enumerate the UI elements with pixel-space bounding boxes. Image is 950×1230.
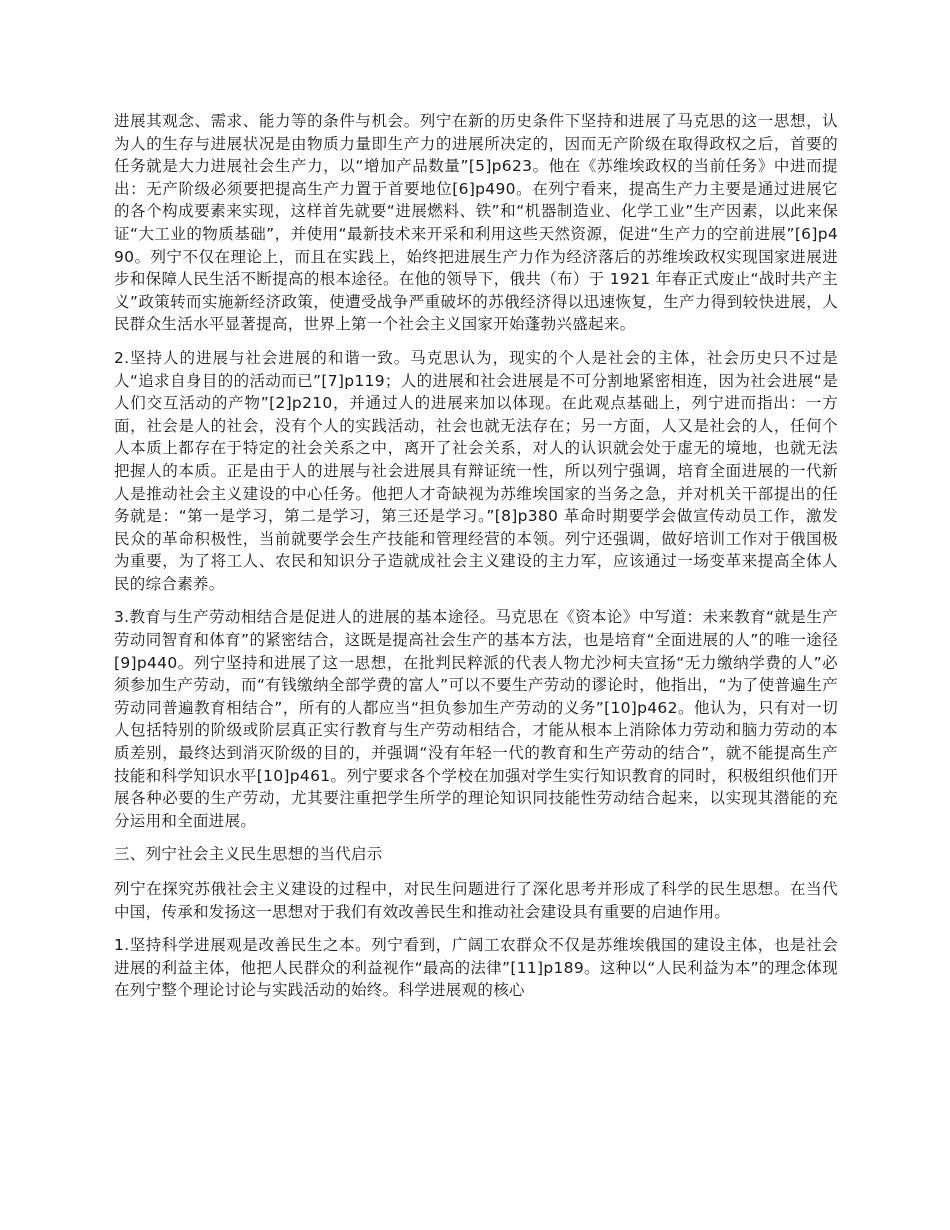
- section-heading: 三、列宁社会主义民生思想的当代启示: [114, 845, 383, 864]
- paragraph-productivity: 进展其观念、需求、能力等的条件与机会。列宁在新的历史条件下坚持和进展了马克思的这一思想，认为人的生存与进展状况是由物质力量即生产力的进展所决定的，因而无产阶级在取得政权之后，首要的任务就是大力进展社会生产力，以“增加产品数量”[5]p623。他在《苏维埃政权的当前任务》中进而提出：无产阶级必须要把提高生产力置于首要地位[6]p490。在列宁看来，提高生产力主要是通过进展它的各个构成要素来实现，这样首先就要“进展燃料、铁”和“机器制造业、化学工业”生产因素，以此来保证“大工业的物质基础”，并使用“最新技术来开采和利用这些天然资源，促进“生产力的空前进展”[6]p490。列宁不仅在理论上，而且在实践上，始终把进展生产力作为经济落后的苏维埃政权实现国家进展进步和保障人民生活不断提高的根本途径。在他的领导下，俄共（布）于 1921 年春正式废止“战时共产主义”政策转而实施新经济政策，使遭受战争严重破坏的苏俄经济得以迅速恢复，生产力得到较快进展，人民群众生活水平显著提高，世界上第一个社会主义国家开始蓬勃兴盛起来。: [114, 112, 838, 334]
- paragraph-section-intro: 列宁在探究苏俄社会主义建设的过程中，对民生问题进行了深化思考并形成了科学的民生思想。在当代中国，传承和发扬这一思想对于我们有效改善民生和推动社会建设具有重要的启迪作用。: [114, 880, 838, 921]
- paragraph-harmony: 2.坚持人的进展与社会进展的和谐一致。马克思认为，现实的个人是社会的主体，社会历史只不过是人“追求自身目的的活动而已”[7]p119；人的进展和社会进展是不可分割地紧密相连，因为社会进展“是人们交互活动的产物”[2]p210，并通过人的进展来加以体现。在此观点基础上，列宁进而指出：一方面，社会是人的社会，没有个人的实践活动，社会也就无法存在；另一方面，人又是社会的人，任何个人本质上都存在于特定的社会关系之中，离开了社会关系，对人的认识就会处于虚无的境地，也就无法把握人的本质。正是由于人的进展与社会进展具有辩证统一性，所以列宁强调，培育全面进展的一代新人是推动社会主义建设的中心任务。他把人才奇缺视为苏维埃国家的当务之急，并对机关干部提出的任务就是：“第一是学习，第二是学习，第三还是学习。”[8]p380 革命时期要学会做宣传动员工作，激发民众的革命积极性，当前就要学会生产技能和管理经营的本领。列宁还强调，做好培训工作对于俄国极为重要，为了将工人、农民和知识分子造就成社会主义建设的主力军，应该通过一场变革来提高全体人民的综合素养。: [114, 348, 838, 593]
- paragraph-education: 3.教育与生产劳动相结合是促进人的进展的基本途径。马克思在《资本论》中写道：未来教育“就是生产劳动同智育和体育”的紧密结合，这既是提高社会生产的基本方法，也是培育“全面进展的人”的唯一途径[9]p440。列宁坚持和进展了这一思想，在批判民粹派的代表人物尤沙柯夫宣扬“无力缴纳学费的人”必须参加生产劳动，而“有钱缴纳全部学费的富人”可以不要生产劳动的谬论时，他指出，“为了使普遍生产劳动同普遍教育相结合”，所有的人都应当“担负参加生产劳动的义务”[10]p462。他认为，只有对一切人包括特别的阶级或阶层真正实行教育与生产劳动相结合，才能从根本上消除体力劳动和脑力劳动的本质差别，最终达到消灭阶级的目的，并强调“没有年轻一代的教育和生产劳动的结合”，就不能提高生产技能和科学知识水平[10]p461。列宁要求各个学校在加强对学生实行知识教育的同时，积极组织他们开展各种必要的生产劳动，尤其要注重把学生所学的理论知识同技能性劳动结合起来，以实现其潜能的充分运用和全面进展。: [114, 608, 838, 830]
- paragraph-scientific-development: 1.坚持科学进展观是改善民生之本。列宁看到，广阔工农群众不仅是苏维埃俄国的建设主体，也是社会进展的利益主体，他把人民群众的利益视作“最高的法律”[11]p189。这种以“人民利益为本”的理念体现在列宁整个理论讨论与实践活动的始终。科学进展观的核心: [114, 936, 838, 1000]
- document-page: [114, 110, 838, 1013]
